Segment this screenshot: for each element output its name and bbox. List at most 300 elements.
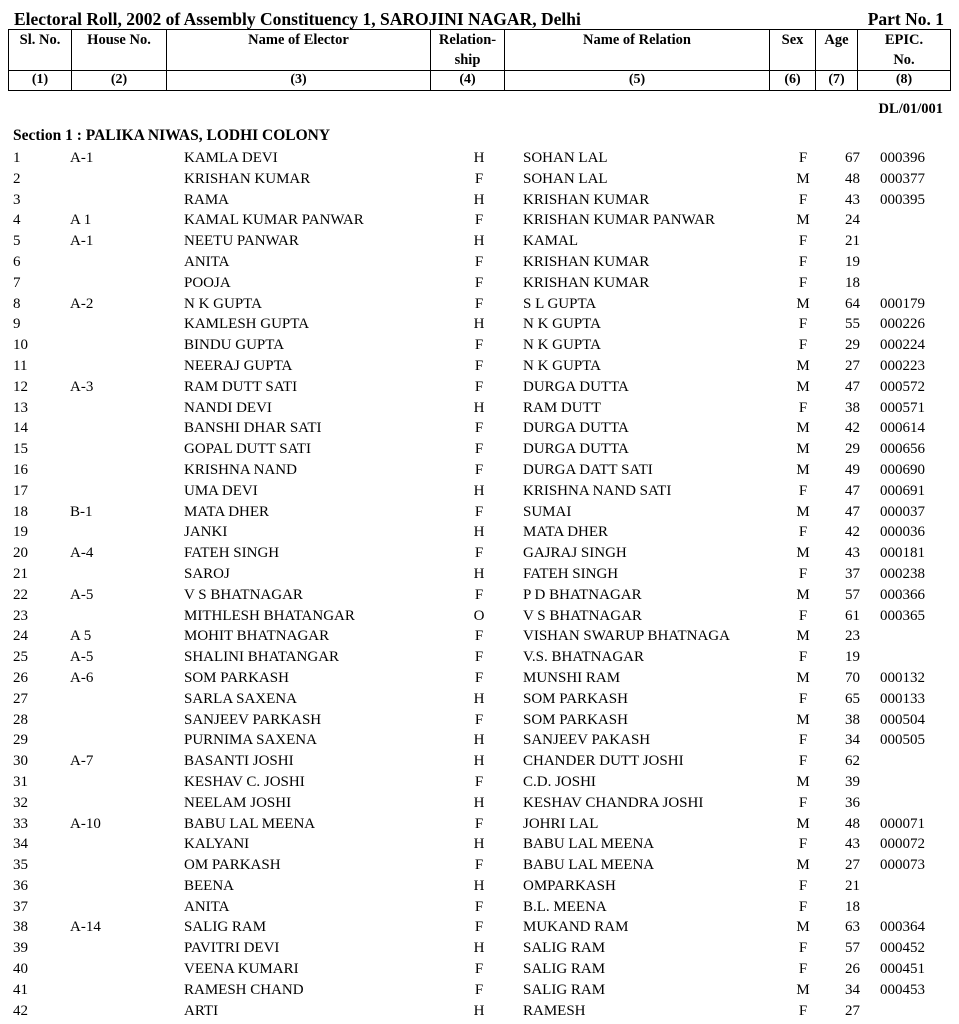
col-header-sl-no: Sl. No. (9, 30, 72, 71)
cell-relation-name: P D BHATNAGAR (523, 586, 642, 603)
cell-sl-no: 15 (13, 441, 28, 458)
cell-sex: M (796, 461, 810, 478)
cell-relation-name: OMPARKASH (523, 877, 616, 894)
cell-epic-no: 000395 (880, 191, 925, 208)
cell-epic-no: 000072 (880, 836, 925, 853)
table-row (0, 294, 959, 315)
cell-relation-name: SALIG RAM (523, 981, 606, 998)
cell-elector-name: PURNIMA SAXENA (184, 732, 317, 749)
cell-elector-name: N K GUPTA (184, 295, 262, 312)
cell-age: 34 (845, 981, 860, 998)
cell-sl-no: 20 (13, 545, 28, 562)
cell-relation-name: GAJRAJ SINGH (523, 545, 627, 562)
cell-epic-no: 000452 (880, 940, 925, 957)
cell-elector-name: BASANTI JOSHI (184, 753, 294, 770)
cell-house-no: A-2 (70, 295, 94, 312)
cell-relationship: H (473, 482, 485, 499)
table-row (0, 398, 959, 419)
cell-sl-no: 14 (13, 420, 28, 437)
cell-relation-name: B.L. MEENA (523, 898, 607, 915)
table-row (0, 647, 959, 668)
cell-sex: M (796, 669, 810, 686)
cell-age: 64 (845, 295, 860, 312)
table-row (0, 502, 959, 523)
cell-relation-name: SALIG RAM (523, 940, 606, 957)
cell-epic-no: 000238 (880, 565, 925, 582)
table-row (0, 190, 959, 211)
cell-relationship: F (474, 545, 484, 562)
cell-sex: F (798, 524, 808, 541)
cell-elector-name: KRISHAN KUMAR (184, 170, 311, 187)
cell-sl-no: 37 (13, 898, 28, 915)
cell-sl-no: 2 (13, 170, 21, 187)
cell-sl-no: 10 (13, 337, 28, 354)
col-header-name-of-elector: Name of Elector (167, 30, 431, 71)
cell-age: 63 (845, 919, 860, 936)
col-number: (6) (770, 71, 816, 91)
cell-age: 19 (845, 649, 860, 666)
cell-relationship: H (473, 150, 485, 166)
cell-sl-no: 7 (13, 274, 21, 291)
table-row (0, 210, 959, 231)
cell-relationship: F (474, 253, 484, 270)
cell-sl-no: 32 (13, 794, 28, 811)
col-header-relationship: Relation- ship (431, 30, 505, 71)
cell-relation-name: SOHAN LAL (523, 170, 608, 187)
cell-elector-name: BANSHI DHAR SATI (184, 420, 322, 437)
cell-relationship: F (474, 461, 484, 478)
col-number: (5) (505, 71, 770, 91)
cell-elector-name: SARLA SAXENA (184, 690, 297, 707)
cell-elector-name: ARTI (184, 1002, 219, 1019)
cell-relation-name: SOM PARKASH (523, 711, 628, 728)
cell-sex: F (798, 961, 808, 978)
cell-sex: F (798, 316, 808, 333)
table-row (0, 668, 959, 689)
cell-epic-no: 000690 (880, 461, 925, 478)
cell-relation-name: SUMAI (523, 503, 572, 520)
table-row (0, 730, 959, 751)
cell-sex: M (796, 586, 810, 603)
cell-age: 27 (845, 857, 860, 874)
cell-relation-name: V S BHATNAGAR (523, 607, 642, 624)
table-row (0, 460, 959, 481)
cell-elector-name: PAVITRI DEVI (184, 940, 280, 957)
cell-relation-name: RAMESH (523, 1002, 586, 1019)
cell-age: 38 (845, 711, 860, 728)
cell-sl-no: 35 (13, 857, 28, 874)
cell-elector-name: ANITA (184, 898, 230, 915)
cell-sex: M (796, 420, 810, 437)
cell-epic-no: 000614 (880, 420, 925, 437)
cell-elector-name: UMA DEVI (184, 482, 258, 499)
cell-epic-no: 000037 (880, 503, 925, 520)
cell-sex: M (796, 378, 810, 395)
cell-relation-name: N K GUPTA (523, 316, 601, 333)
elector-list (0, 148, 959, 1021)
cell-age: 43 (845, 836, 860, 853)
cell-sex: F (798, 399, 808, 416)
cell-elector-name: BINDU GUPTA (184, 337, 285, 354)
cell-age: 42 (845, 524, 860, 541)
cell-relation-name: SANJEEV PAKASH (523, 732, 651, 749)
cell-relationship: H (473, 732, 485, 749)
cell-elector-name: KAMLESH GUPTA (184, 316, 310, 333)
cell-sl-no: 23 (13, 607, 28, 624)
cell-epic-no: 000181 (880, 545, 925, 562)
cell-sl-no: 33 (13, 815, 28, 832)
cell-elector-name: SANJEEV PARKASH (184, 711, 322, 728)
cell-elector-name: MOHIT BHATNAGAR (184, 628, 330, 645)
cell-age: 65 (845, 690, 860, 707)
cell-sex: F (798, 649, 808, 666)
cell-relationship: H (473, 316, 485, 333)
cell-sex: F (798, 877, 808, 894)
table-row (0, 1001, 959, 1022)
cell-sl-no: 42 (13, 1002, 28, 1019)
cell-epic-no: 000571 (880, 399, 925, 416)
cell-relationship: F (474, 898, 484, 915)
cell-relation-name: DURGA DUTTA (523, 420, 629, 437)
cell-age: 48 (845, 815, 860, 832)
cell-house-no: A-3 (70, 378, 94, 395)
cell-epic-no: 000504 (880, 711, 925, 728)
cell-relation-name: MUKAND RAM (523, 919, 629, 936)
col-header-house-no: House No. (72, 30, 167, 71)
cell-sl-no: 26 (13, 669, 28, 686)
cell-age: 36 (845, 794, 860, 811)
cell-age: 43 (845, 191, 860, 208)
cell-relationship: F (474, 337, 484, 354)
cell-relationship: F (474, 503, 484, 520)
cell-sl-no: 16 (13, 461, 28, 478)
cell-elector-name: FATEH SINGH (184, 545, 280, 562)
cell-sl-no: 40 (13, 961, 28, 978)
cell-age: 27 (845, 357, 860, 374)
cell-sex: M (796, 441, 810, 458)
cell-elector-name: SAROJ (184, 565, 230, 582)
col-number: (8) (858, 71, 951, 91)
cell-relationship: F (474, 815, 484, 832)
cell-age: 39 (845, 773, 860, 790)
cell-sex: F (798, 753, 808, 770)
cell-relation-name: VISHAN SWARUP BHATNAGA (523, 628, 730, 645)
cell-relationship: H (473, 940, 485, 957)
cell-house-no: B-1 (70, 503, 93, 520)
cell-epic-no: 000223 (880, 357, 925, 374)
cell-house-no: A-7 (70, 753, 94, 770)
cell-age: 18 (845, 898, 860, 915)
cell-epic-no: 000691 (880, 482, 925, 499)
cell-epic-no: 000226 (880, 316, 925, 333)
table-row (0, 959, 959, 980)
table-row (0, 439, 959, 460)
cell-house-no: A-10 (70, 815, 101, 832)
col-number: (1) (9, 71, 72, 91)
col-number: (3) (167, 71, 431, 91)
cell-relationship: O (473, 607, 485, 624)
cell-epic-no: 000656 (880, 441, 925, 458)
cell-epic-no: 000396 (880, 150, 925, 166)
cell-relationship: F (474, 981, 484, 998)
cell-sl-no: 25 (13, 649, 28, 666)
cell-relation-name: SOM PARKASH (523, 690, 628, 707)
cell-relationship: H (473, 877, 485, 894)
cell-relation-name: BABU LAL MEENA (523, 836, 655, 853)
cell-sl-no: 9 (13, 316, 21, 333)
cell-age: 49 (845, 461, 860, 478)
cell-elector-name: KALYANI (184, 836, 250, 853)
cell-age: 23 (845, 628, 860, 645)
cell-epic-no: 000377 (880, 170, 925, 187)
cell-epic-no: 000505 (880, 732, 925, 749)
cell-sl-no: 39 (13, 940, 28, 957)
table-row (0, 481, 959, 502)
table-row (0, 897, 959, 918)
cell-elector-name: GOPAL DUTT SATI (184, 441, 311, 458)
cell-relationship: F (474, 441, 484, 458)
cell-epic-no: 000366 (880, 586, 925, 603)
table-row (0, 418, 959, 439)
cell-sex: M (796, 503, 810, 520)
col-header-epic-no: EPIC. No. (858, 30, 951, 71)
cell-sex: M (796, 628, 810, 645)
cell-sex: F (798, 1002, 808, 1019)
column-numbers-row (9, 71, 951, 91)
cell-house-no: A 5 (70, 628, 92, 645)
roll-code: DL/01/001 (878, 101, 943, 117)
cell-relationship: H (473, 1002, 485, 1019)
col-header-name-of-relation: Name of Relation (505, 30, 770, 71)
part-number: Part No. 1 (867, 9, 944, 29)
cell-age: 62 (845, 753, 860, 770)
cell-relation-name: KRISHAN KUMAR (523, 253, 650, 270)
cell-relation-name: RAM DUTT (523, 399, 601, 416)
cell-elector-name: MATA DHER (184, 503, 270, 520)
cell-relation-name: V.S. BHATNAGAR (523, 649, 644, 666)
cell-age: 70 (845, 669, 860, 686)
cell-relation-name: N K GUPTA (523, 337, 601, 354)
cell-elector-name: NANDI DEVI (184, 399, 272, 416)
cell-sl-no: 11 (13, 357, 28, 374)
cell-age: 43 (845, 545, 860, 562)
cell-sex: F (798, 794, 808, 811)
cell-sl-no: 31 (13, 773, 28, 790)
table-row (0, 606, 959, 627)
cell-epic-no: 000224 (880, 337, 925, 354)
cell-age: 18 (845, 274, 860, 291)
cell-elector-name: V S BHATNAGAR (184, 586, 303, 603)
cell-relation-name: KRISHNA NAND SATI (523, 482, 672, 499)
cell-relation-name: C.D. JOSHI (523, 773, 596, 790)
cell-age: 48 (845, 170, 860, 187)
cell-elector-name: POOJA (184, 274, 231, 291)
cell-epic-no: 000365 (880, 607, 925, 624)
cell-age: 27 (845, 1002, 860, 1019)
cell-sl-no: 27 (13, 690, 28, 707)
document-title: Electoral Roll, 2002 of Assembly Constituency 1, SAROJINI NAGAR, Delhi (14, 9, 581, 29)
cell-relation-name: KRISHAN KUMAR PANWAR (523, 212, 715, 229)
table-row (0, 231, 959, 252)
table-row (0, 834, 959, 855)
cell-relationship: F (474, 649, 484, 666)
cell-relationship: F (474, 357, 484, 374)
cell-relation-name: SOHAN LAL (523, 150, 608, 166)
cell-epic-no: 000453 (880, 981, 925, 998)
cell-relationship: H (473, 690, 485, 707)
table-row (0, 917, 959, 938)
cell-sl-no: 6 (13, 253, 21, 270)
cell-sex: F (798, 607, 808, 624)
cell-relation-name: KRISHAN KUMAR (523, 191, 650, 208)
cell-sex: M (796, 857, 810, 874)
cell-elector-name: KAMLA DEVI (184, 150, 278, 166)
table-row (0, 876, 959, 897)
cell-sl-no: 24 (13, 628, 28, 645)
table-row (0, 522, 959, 543)
cell-elector-name: KAMAL KUMAR PANWAR (184, 212, 364, 229)
table-row (0, 543, 959, 564)
table-row (0, 335, 959, 356)
cell-elector-name: NEETU PANWAR (184, 233, 299, 250)
cell-relation-name: DURGA DUTTA (523, 378, 629, 395)
cell-relationship: F (474, 274, 484, 291)
col-number: (2) (72, 71, 167, 91)
cell-age: 37 (845, 565, 860, 582)
cell-sl-no: 34 (13, 836, 28, 853)
cell-epic-no: 000572 (880, 378, 925, 395)
table-row (0, 710, 959, 731)
cell-sex: F (798, 274, 808, 291)
cell-relationship: F (474, 420, 484, 437)
cell-sl-no: 1 (13, 150, 21, 166)
cell-sex: F (798, 253, 808, 270)
cell-elector-name: ANITA (184, 253, 230, 270)
cell-sex: F (798, 565, 808, 582)
cell-relation-name: SALIG RAM (523, 961, 606, 978)
cell-relation-name: KRISHAN KUMAR (523, 274, 650, 291)
cell-elector-name: NEELAM JOSHI (184, 794, 292, 811)
table-row (0, 751, 959, 772)
cell-relationship: F (474, 919, 484, 936)
cell-relation-name: JOHRI LAL (523, 815, 599, 832)
table-row (0, 314, 959, 335)
cell-relationship: H (473, 399, 485, 416)
table-row (0, 356, 959, 377)
cell-sl-no: 21 (13, 565, 28, 582)
cell-sex: M (796, 545, 810, 562)
cell-elector-name: VEENA KUMARI (184, 961, 299, 978)
table-row (0, 855, 959, 876)
cell-relationship: H (473, 836, 485, 853)
cell-sl-no: 22 (13, 586, 28, 603)
cell-sl-no: 17 (13, 482, 28, 499)
table-row (0, 626, 959, 647)
table-row (0, 564, 959, 585)
table-row (0, 273, 959, 294)
column-labels-row (9, 30, 951, 71)
cell-age: 57 (845, 586, 860, 603)
cell-elector-name: KESHAV C. JOSHI (184, 773, 305, 790)
cell-relation-name: CHANDER DUTT JOSHI (523, 753, 684, 770)
cell-sex: F (798, 150, 808, 166)
cell-age: 19 (845, 253, 860, 270)
cell-relationship: F (474, 669, 484, 686)
section-heading: Section 1 : PALIKA NIWAS, LODHI COLONY (13, 127, 331, 144)
cell-relationship: F (474, 628, 484, 645)
cell-sl-no: 5 (13, 233, 21, 250)
cell-relation-name: BABU LAL MEENA (523, 857, 655, 874)
cell-sl-no: 4 (13, 212, 21, 229)
cell-sl-no: 19 (13, 524, 28, 541)
table-row (0, 252, 959, 273)
cell-epic-no: 000036 (880, 524, 925, 541)
cell-epic-no: 000133 (880, 690, 925, 707)
col-header-age: Age (816, 30, 858, 71)
cell-relationship: F (474, 961, 484, 978)
table-row (0, 585, 959, 606)
cell-elector-name: BEENA (184, 877, 234, 894)
table-row (0, 148, 959, 169)
cell-sex: F (798, 732, 808, 749)
cell-relationship: F (474, 295, 484, 312)
cell-house-no: A-5 (70, 586, 94, 603)
cell-sex: M (796, 295, 810, 312)
cell-elector-name: JANKI (184, 524, 228, 541)
cell-elector-name: KRISHNA NAND (184, 461, 297, 478)
cell-sex: F (798, 898, 808, 915)
cell-sl-no: 8 (13, 295, 21, 312)
cell-sex: M (796, 981, 810, 998)
cell-relationship: H (473, 565, 485, 582)
cell-age: 47 (845, 503, 860, 520)
table-row (0, 169, 959, 190)
cell-house-no: A-1 (70, 233, 94, 250)
table-row (0, 980, 959, 1001)
cell-sl-no: 12 (13, 378, 28, 395)
cell-relationship: F (474, 711, 484, 728)
cell-sl-no: 36 (13, 877, 28, 894)
cell-sl-no: 28 (13, 711, 28, 728)
cell-elector-name: MITHLESH BHATANGAR (184, 607, 355, 624)
cell-sl-no: 30 (13, 753, 28, 770)
cell-age: 61 (845, 607, 860, 624)
cell-sex: M (796, 711, 810, 728)
cell-age: 67 (845, 150, 860, 166)
cell-relationship: H (473, 794, 485, 811)
column-header-table (8, 29, 951, 91)
cell-relationship: F (474, 170, 484, 187)
cell-house-no: A-14 (70, 919, 101, 936)
cell-elector-name: SHALINI BHATANGAR (184, 649, 340, 666)
table-row (0, 689, 959, 710)
cell-sl-no: 3 (13, 191, 21, 208)
cell-age: 42 (845, 420, 860, 437)
cell-relationship: H (473, 191, 485, 208)
cell-age: 47 (845, 378, 860, 395)
cell-relation-name: DURGA DATT SATI (523, 461, 653, 478)
cell-sex: M (796, 170, 810, 187)
table-row (0, 938, 959, 959)
col-number: (4) (431, 71, 505, 91)
cell-sl-no: 18 (13, 503, 28, 520)
cell-age: 26 (845, 961, 860, 978)
cell-relation-name: S L GUPTA (523, 295, 597, 312)
cell-sex: M (796, 357, 810, 374)
cell-sex: F (798, 690, 808, 707)
table-row (0, 377, 959, 398)
cell-age: 21 (845, 233, 860, 250)
